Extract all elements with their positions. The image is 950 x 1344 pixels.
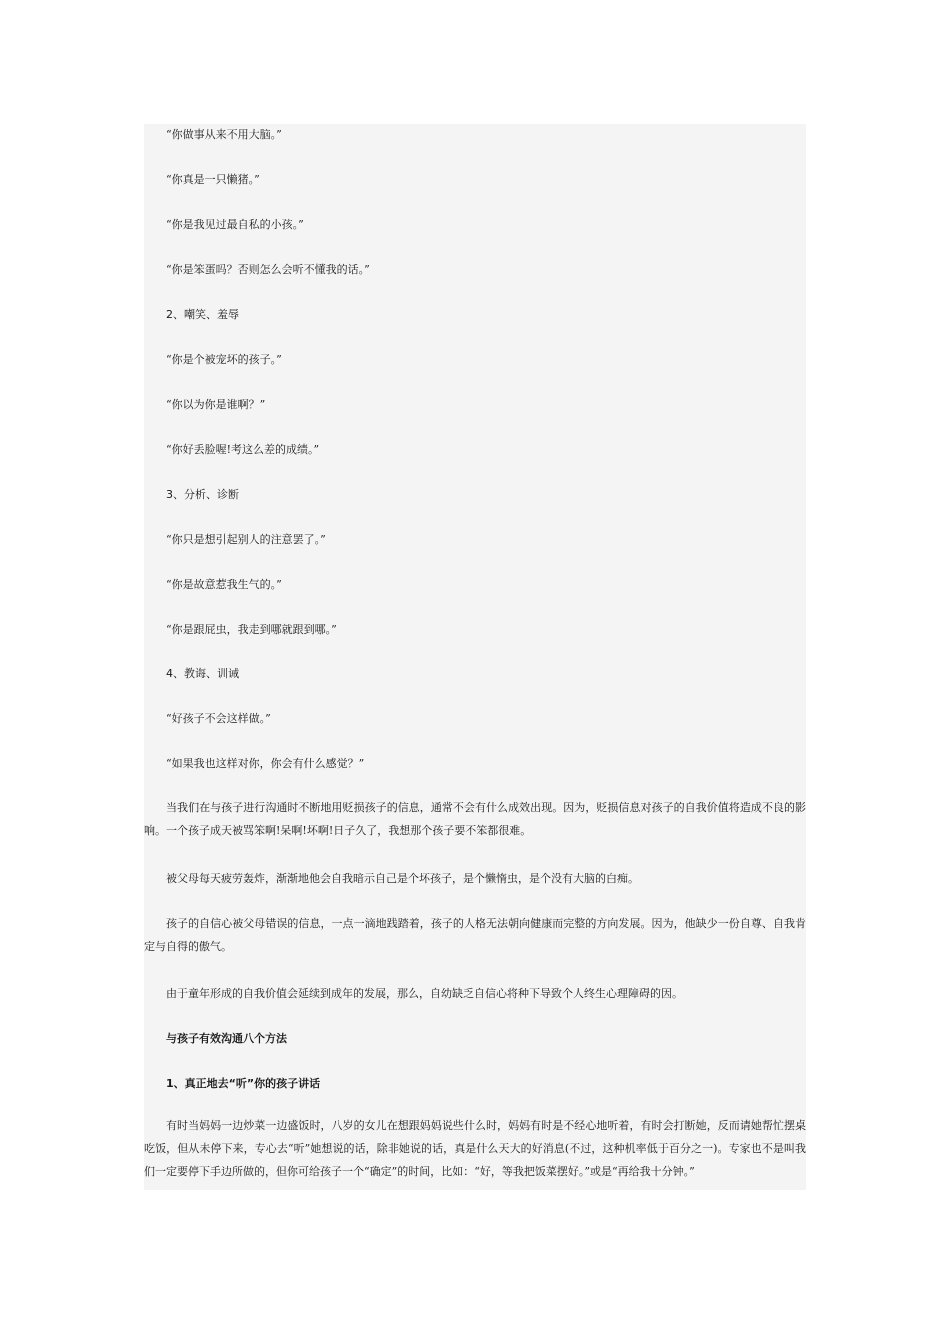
quote-line: “你是个被宠坏的孩子。” <box>166 353 282 366</box>
body-paragraph: 被父母每天疲劳轰炸，渐渐地他会自我暗示自己是个坏孩子，是个懒惰虫，是个没有大脑的白痴。 <box>166 872 639 885</box>
quote-line: “你做事从来不用大脑。” <box>166 128 282 141</box>
body-paragraph: 有时当妈妈一边炒菜一边盛饭时，八岁的女儿在想跟妈妈说些什么时，妈妈有时是不经心地听着，有时会打断她，反而请她帮忙摆桌吃饭，但从未停下来，专心去“听”她想说的话，除非她说的话，真是什么天大的好消息(不过，这种机率低于百分之一)。专家也不是叫我们一定要停下手边所做的，但你可给孩子一个“确定”的时间，比如：“好，等我把饭菜摆好。”或是“再给我十分钟。” <box>144 1119 806 1178</box>
subheading: 3、分析、诊断 <box>166 488 239 501</box>
subheading: 2、嘲笑、羞辱 <box>166 308 239 321</box>
method-title: 1、真正地去“听”你的孩子讲话 <box>166 1077 321 1090</box>
body-paragraph: 孩子的自信心被父母错误的信息，一点一滴地践踏着，孩子的人格无法朝向健康而完整的方向发展。因为，他缺少一份自尊、自我肯定与自得的傲气。 <box>144 917 806 953</box>
subheading: 4、教诲、训诫 <box>166 667 239 680</box>
body-paragraph: 当我们在与孩子进行沟通时不断地用贬损孩子的信息，通常不会有什么成效出现。因为，贬损信息对孩子的自我价值将造成不良的影响。一个孩子成天被骂笨啊!呆啊!坏啊!日子久了，我想那个孩子要不笨都很难。 <box>144 801 806 837</box>
quote-line: “你是笨蛋吗？否则怎么会听不懂我的话。” <box>166 263 370 276</box>
quote-line: “你以为你是谁啊？” <box>166 398 266 411</box>
quote-line: “你是故意惹我生气的。” <box>166 578 282 591</box>
quote-line: “你好丢脸喔!考这么差的成绩。” <box>166 443 320 456</box>
quote-line: “你真是一只懒猪。” <box>166 173 260 186</box>
quote-line: “你是我见过最自私的小孩。” <box>166 218 304 231</box>
body-paragraph: 由于童年形成的自我价值会延续到成年的发展，那么，自幼缺乏自信心将种下导致个人终生心理障碍的因。 <box>166 987 683 1000</box>
document-content <box>144 124 806 1190</box>
quote-line: “你是跟屁虫，我走到哪就跟到哪。” <box>166 623 337 636</box>
quote-line: “你只是想引起别人的注意罢了。” <box>166 533 326 546</box>
quote-line: “好孩子不会这样做。” <box>166 712 271 725</box>
quote-line: “如果我也这样对你，你会有什么感觉？” <box>166 757 365 770</box>
section-title: 与孩子有效沟通八个方法 <box>166 1032 287 1045</box>
